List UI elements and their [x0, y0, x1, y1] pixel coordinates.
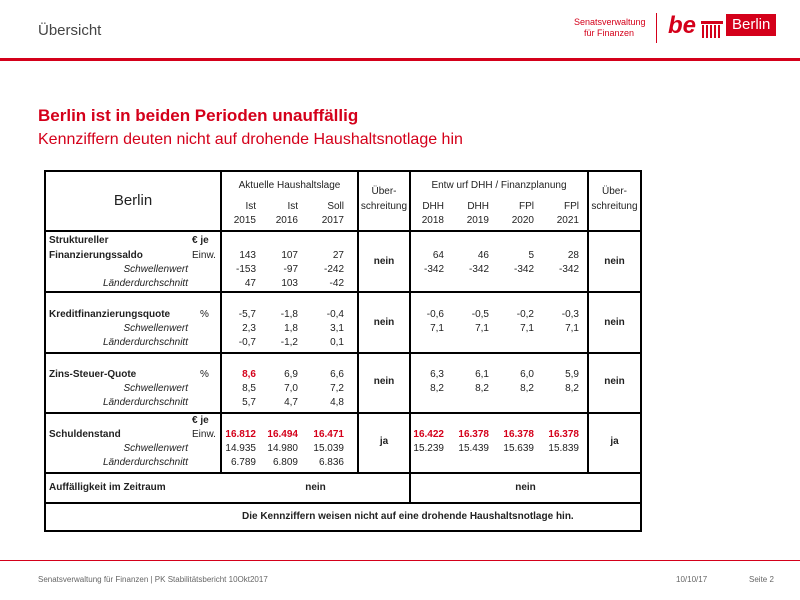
threshold-cell: 15.239 [413, 443, 444, 454]
threshold-label: Schwellenwert [123, 383, 188, 394]
col-header-year: Soll [327, 201, 344, 212]
average-cell: 6.836 [318, 457, 344, 468]
exceed-flag: nein [373, 256, 395, 267]
value-cell: 107 [281, 250, 298, 261]
unit-label: Einw. [192, 250, 216, 261]
value-cell: -5,7 [238, 309, 256, 320]
value-cell: 6,6 [330, 369, 344, 380]
threshold-cell: 7,1 [520, 323, 534, 334]
threshold-cell: 15.639 [503, 443, 534, 454]
average-cell: 5,7 [242, 397, 256, 408]
threshold-cell: 7,0 [284, 383, 298, 394]
exceed-flag: ja [379, 436, 389, 447]
grid-line [46, 412, 640, 414]
unit-label: € je [192, 415, 209, 426]
average-cell: 6.809 [272, 457, 298, 468]
value-cell: 5 [528, 250, 534, 261]
unit-label: € je [192, 235, 209, 246]
average-cell: -42 [329, 278, 344, 289]
headline: Berlin ist in beiden Perioden unauffällig [38, 106, 359, 125]
col-header-ueberschreitung-actual: Über- [371, 186, 397, 197]
average-cell: 47 [244, 278, 256, 289]
threshold-cell: 14.980 [267, 443, 298, 454]
col-header-year: DHH [422, 201, 444, 212]
threshold-cell: 8,5 [242, 383, 256, 394]
grid-line [46, 472, 640, 474]
threshold-cell: 15.839 [548, 443, 579, 454]
value-cell-highlight: 16.422 [413, 429, 444, 440]
col-header-year: 2017 [321, 215, 344, 226]
footer-rule [0, 560, 800, 561]
row-label: Zins-Steuer-Quote [49, 369, 137, 380]
value-cell: -0,5 [471, 309, 489, 320]
value-cell: 64 [432, 250, 444, 261]
summary-label: Auffälligkeit im Zeitraum [49, 482, 166, 493]
header-rule [0, 58, 800, 61]
threshold-cell: 7,2 [330, 383, 344, 394]
logo-berlin: Berlin [726, 14, 776, 36]
threshold-cell: 7,1 [430, 323, 444, 334]
average-cell: -0,7 [238, 337, 256, 348]
average-label: Länderdurchschnitt [102, 457, 188, 468]
subheadline: Kennziffern deuten nicht auf drohende Haushaltsnotlage hin [38, 131, 463, 148]
group-header-actual: Aktuelle Haushaltslage [238, 180, 341, 191]
threshold-cell: 15.439 [458, 443, 489, 454]
threshold-cell: 15.039 [313, 443, 344, 454]
threshold-cell: 14.935 [225, 443, 256, 454]
col-header-year: 2019 [466, 215, 489, 226]
col-header-year: FPl [564, 201, 579, 212]
footer-date: 10/10/17 [676, 575, 708, 584]
average-cell: 0,1 [330, 337, 344, 348]
grid-line [46, 352, 640, 354]
col-header-ueberschreitung-actual: schreitung [360, 201, 408, 212]
threshold-cell: -153 [235, 264, 256, 275]
exceed-flag: ja [610, 436, 619, 447]
value-cell-highlight: 16.378 [548, 429, 579, 440]
col-header-ueberschreitung-plan: Über- [601, 186, 627, 197]
average-cell: 6.789 [230, 457, 256, 468]
value-cell: 6,3 [430, 369, 444, 380]
threshold-cell: -342 [423, 264, 444, 275]
row-label: Finanzierungssaldo [49, 250, 143, 261]
threshold-cell: 7,1 [475, 323, 489, 334]
row-label: Kreditfinanzierungsquote [49, 309, 171, 320]
value-cell: 28 [567, 250, 579, 261]
logo-org-text: Senatsverwaltung für Finanzen [574, 17, 646, 38]
threshold-label: Schwellenwert [123, 323, 188, 334]
value-cell: -1,8 [280, 309, 298, 320]
value-cell: 6,9 [284, 369, 298, 380]
value-cell-highlight: 16.494 [267, 429, 298, 440]
row-label: Schuldenstand [49, 429, 121, 440]
value-cell: -0,3 [561, 309, 579, 320]
table-corner-label: Berlin [113, 192, 153, 209]
value-cell: 6,1 [475, 369, 489, 380]
average-cell: 4,7 [284, 397, 298, 408]
logo-divider [656, 13, 657, 43]
col-header-year: Ist [287, 201, 298, 212]
col-header-year: 2021 [556, 215, 579, 226]
group-header-plan: Entw urf DHH / Finanzplanung [431, 180, 567, 191]
average-cell: 4,8 [330, 397, 344, 408]
value-cell: 46 [477, 250, 489, 261]
value-cell: -0,6 [426, 309, 444, 320]
value-cell-highlight: 16.378 [458, 429, 489, 440]
col-header-year: 2018 [421, 215, 444, 226]
average-label: Länderdurchschnitt [102, 337, 188, 348]
col-header-year: 2016 [275, 215, 298, 226]
value-cell-highlight: 16.812 [225, 429, 256, 440]
average-label: Länderdurchschnitt [102, 278, 188, 289]
threshold-cell: -342 [513, 264, 534, 275]
indicator-table [44, 170, 642, 532]
unit-label: % [200, 369, 209, 380]
threshold-cell: 8,2 [565, 383, 579, 394]
threshold-cell: -342 [558, 264, 579, 275]
threshold-cell: -242 [323, 264, 344, 275]
col-header-year: Ist [245, 201, 256, 212]
col-header-year: DHH [467, 201, 489, 212]
col-header-year: 2015 [233, 215, 256, 226]
footer-source: Senatsverwaltung für Finanzen | PK Stabilitätsbericht 10Okt2017 [38, 575, 268, 584]
row-label: Struktureller [49, 235, 109, 246]
threshold-cell: 7,1 [565, 323, 579, 334]
exceed-flag: nein [604, 256, 625, 267]
threshold-cell: 1,8 [284, 323, 298, 334]
value-cell: 5,9 [565, 369, 579, 380]
threshold-label: Schwellenwert [123, 443, 188, 454]
logo-be: be [668, 12, 697, 39]
exceed-flag: nein [604, 376, 625, 387]
threshold-cell: 8,2 [430, 383, 444, 394]
value-cell-highlight: 16.378 [503, 429, 534, 440]
threshold-cell: 8,2 [520, 383, 534, 394]
exceed-flag: nein [604, 317, 625, 328]
threshold-cell: 2,3 [242, 323, 256, 334]
threshold-cell: -342 [468, 264, 489, 275]
col-header-year: 2020 [511, 215, 534, 226]
col-header-year: FPl [519, 201, 534, 212]
value-cell: -0,2 [516, 309, 534, 320]
summary-plan: nein [515, 482, 536, 493]
threshold-cell: 8,2 [475, 383, 489, 394]
summary-actual: nein [305, 482, 326, 493]
unit-label: % [200, 309, 209, 320]
exceed-flag: nein [373, 376, 395, 387]
threshold-cell: 3,1 [330, 323, 344, 334]
table-footnote: Die Kennziffern weisen nicht auf eine drohende Haushaltsnotlage hin. [242, 511, 574, 522]
threshold-label: Schwellenwert [123, 264, 188, 275]
value-cell: 6,0 [520, 369, 534, 380]
grid-line [46, 291, 640, 293]
page-number: Seite 2 [749, 575, 774, 584]
unit-label: Einw. [192, 429, 216, 440]
brandenburg-gate-icon [700, 19, 724, 39]
col-header-ueberschreitung-plan: schreitung [591, 201, 638, 212]
threshold-cell: -97 [283, 264, 298, 275]
value-cell: 27 [332, 250, 344, 261]
value-cell-highlight: 8,6 [242, 369, 256, 380]
grid-line [46, 502, 640, 504]
average-cell: -1,2 [280, 337, 298, 348]
value-cell: -0,4 [326, 309, 344, 320]
average-label: Länderdurchschnitt [102, 397, 188, 408]
grid-line [46, 230, 640, 232]
average-cell: 103 [281, 278, 298, 289]
exceed-flag: nein [373, 317, 395, 328]
page-title: Übersicht [38, 22, 102, 39]
value-cell: 143 [239, 250, 256, 261]
value-cell-highlight: 16.471 [313, 429, 344, 440]
